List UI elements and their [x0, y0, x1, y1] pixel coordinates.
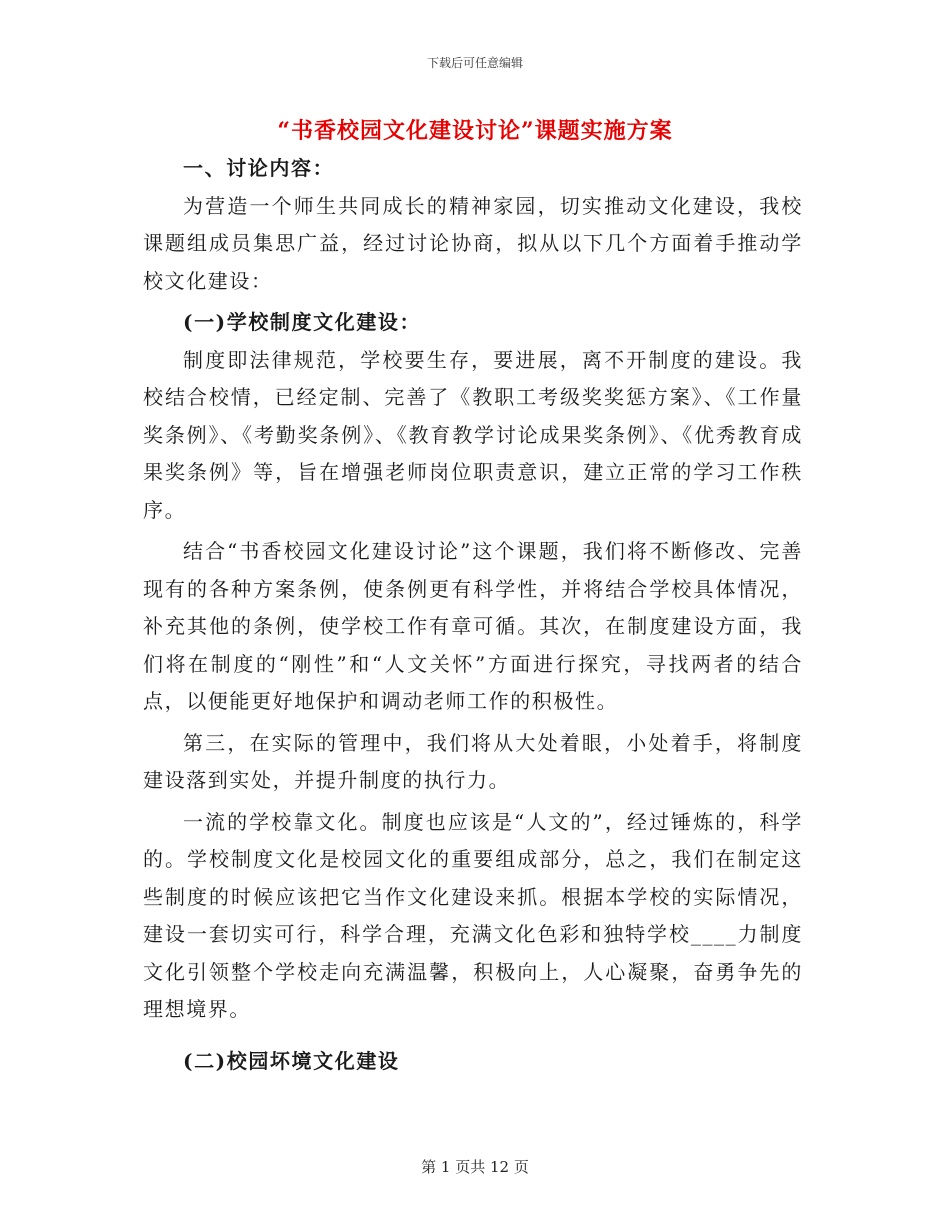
paragraph-intro: 为营造一个师生共同成长的精神家园，切实推动文化建设，我校课题组成员集思广益，经过讨论协商，拟从以下几个方面着手推动学校文化建设： [143, 193, 803, 293]
subsection-heading-environment-culture: (二)校园坏境文化建设 [183, 1048, 400, 1073]
subsection-heading-institutional-culture: (一)学校制度文化建设： [183, 310, 422, 334]
paragraph-regulations: 制度即法律规范，学校要生存，要进展，离不开制度的建设。我校结合校情，已经定制、完善了《教职工考级奖奖惩方案》、《工作量奖条例》、《考勤奖条例》、《教育教学讨论成果奖条例》、《优秀教育成果奖条例》等，旨在增强老师岗位职责意识，建立正常的学习工作秩序。 [143, 347, 803, 522]
document-title: “书香校园文化建设讨论”课题实施方案 [277, 118, 673, 144]
paragraph-culture-summary: 一流的学校靠文化。制度也应该是“人文的”，经过锤炼的，科学的。学校制度文化是校园文化的重要组成部分，总之，我们在制定这些制度的时候应该把它当作文化建设来抓。根据本学校的实际情况，建设一套切实可行，科学合理，充满文化色彩和独特学校____力制度文化引领整个学校走向充满温馨，积极向上，人心凝聚，奋勇争先的理想境界。 [143, 809, 803, 1021]
header-note: 下载后可任意编辑 [426, 56, 523, 70]
paragraph-improvement: 结合“书香校园文化建设讨论”这个课题，我们将不断修改、完善现有的各种方案条例，使条例更有科学性，并将结合学校具体情况，补充其他的条例，使学校工作有章可循。其次，在制度建设方面，我们将在制度的“刚性”和“人文关怀”方面进行探究，寻找两者的结合点，以便能更好地保护和调动老师工作的积极性。 [143, 539, 803, 713]
paragraph-third-point: 第三，在实际的管理中，我们将从大处着眼，小处着手，将制度建设落到实处，并提升制度的执行力。 [143, 730, 803, 792]
section-heading-research-content: 一、讨论内容： [183, 156, 335, 180]
page-footer: 第 1 页共 12 页 [421, 1158, 529, 1176]
document-body [143, 150, 803, 1080]
